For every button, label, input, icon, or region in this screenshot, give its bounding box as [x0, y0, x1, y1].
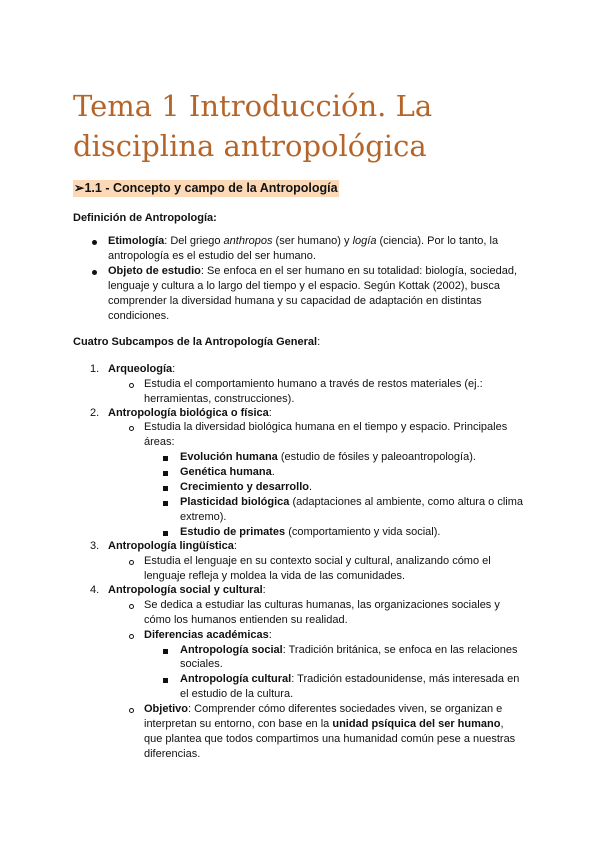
circle-bullet-icon [129, 708, 134, 713]
circle-bullet-icon [129, 560, 134, 565]
subfields-heading: Cuatro Subcampos de la Antropología General: [73, 336, 321, 348]
archaeology-desc2: herramientas, construcciones). [144, 393, 295, 405]
bullet-icon [92, 240, 97, 245]
object-line3: comprender la diversidad humana y su capacidad de adaptación en distintas [108, 295, 482, 307]
biological-label: Antropología biológica o física: [108, 407, 272, 419]
social-desc1: Se dedica a estudiar las culturas humanas, las organizaciones sociales y [144, 599, 500, 611]
area-item: Evolución humana (estudio de fósiles y paleoantropología). [180, 451, 476, 463]
area-item: Genética humana. [180, 466, 275, 478]
bullet-icon [92, 270, 97, 275]
circle-bullet-icon [129, 426, 134, 431]
objective-line4: diferencias. [144, 748, 201, 760]
cultural-anthropology-line2: el estudio de la cultura. [180, 688, 294, 700]
page-title: Tema 1 Introducción. La disciplina antropológica [73, 89, 433, 163]
linguistic-desc1: Estudia el lenguaje en su contexto social y cultural, analizando cómo el [144, 555, 491, 567]
area-item: Estudio de primates (comportamiento y vida social). [180, 526, 441, 538]
differences-heading: Diferencias académicas: [144, 629, 272, 641]
area-item-cont: extremo). [180, 511, 227, 523]
biological-desc1: Estudia la diversidad biológica humana en el tiempo y espacio. Principales [144, 421, 508, 433]
circle-bullet-icon [129, 634, 134, 639]
objective-line3: que plantea que todos compartimos una humanidad común pese a nuestras [144, 733, 516, 745]
list-number: 2. [90, 407, 100, 419]
social-anthropology-line2: sociales. [180, 658, 223, 670]
section-label: 1.1 - Concepto y campo de la Antropología [84, 181, 338, 195]
objective-line2: interpretan su entorno, con base en la unidad psíquica del ser humano, [144, 718, 504, 730]
linguistic-label: Antropología lingüística: [108, 540, 237, 552]
archaeology-desc1: Estudia el comportamiento humano a través de restos materiales (ej.: [144, 378, 483, 390]
object-line1: Objeto de estudio: Se enfoca en el ser humano en su totalidad: biología, sociedad, [108, 265, 518, 277]
object-line2: lenguaje y cultura a lo largo del tiempo y el espacio. Según Kottak (2002), busca [108, 280, 500, 292]
social-desc2: cómo los humanos entienden su realidad. [144, 614, 348, 626]
section-heading [73, 180, 339, 197]
square-bullet-icon [163, 531, 168, 536]
cultural-anthropology-line1: Antropología cultural: Tradición estadounidense, más interesada en [180, 673, 520, 685]
social-anthropology-line1: Antropología social: Tradición británica, se enfoca en las relaciones [180, 644, 518, 656]
definition-heading: Definición de Antropología: [73, 212, 217, 224]
square-bullet-icon [163, 501, 168, 506]
square-bullet-icon [163, 456, 168, 461]
square-bullet-icon [163, 471, 168, 476]
square-bullet-icon [163, 649, 168, 654]
archaeology-label: Arqueología: [108, 363, 176, 375]
square-bullet-icon [163, 486, 168, 491]
objective-line1: Objetivo: Comprender cómo diferentes sociedades viven, se organizan e [144, 703, 503, 715]
area-item: Plasticidad biológica (adaptaciones al ambiente, como altura o clima [180, 496, 523, 508]
list-number: 4. [90, 584, 100, 596]
circle-bullet-icon [129, 604, 134, 609]
biological-desc2: áreas: [144, 436, 175, 448]
square-bullet-icon [163, 678, 168, 683]
object-line4: condiciones. [108, 310, 170, 322]
list-number: 3. [90, 540, 100, 552]
list-number: 1. [90, 363, 100, 375]
linguistic-desc2: lenguaje refleja y moldea la vida de las comunidades. [144, 570, 406, 582]
social-label: Antropología social y cultural: [108, 584, 266, 596]
circle-bullet-icon [129, 383, 134, 388]
etymology-line1: Etimología: Del griego anthropos (ser humano) y logía (ciencia). Por lo tanto, la [108, 235, 499, 247]
arrow-icon: ➢ [74, 181, 85, 195]
etymology-line2: antropología es el estudio del ser humano. [108, 250, 316, 262]
area-item: Crecimiento y desarrollo. [180, 481, 313, 493]
